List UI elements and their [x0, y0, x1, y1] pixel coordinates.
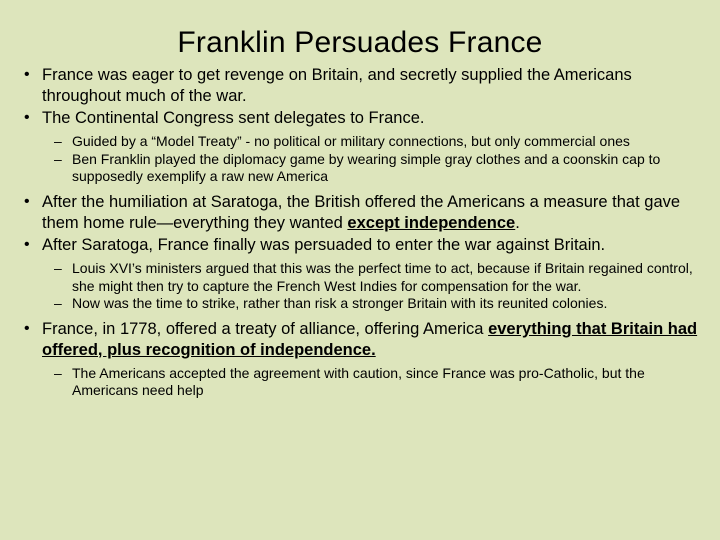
list-item-text-part: . [515, 213, 520, 232]
list-item-text-emphasis: everything that Britain had offered, plus recognition of independence. [42, 319, 698, 359]
bullet-list-level1 [14, 65, 702, 400]
list-item-text: Ben Franklin played the diplomacy game by wearing simple gray clothes and a coonskin cap to supposedly exemplify a raw new America [72, 150, 661, 185]
list-item-text: Guided by a “Model Treaty” - no political or military connections, but only commercial ones [72, 133, 630, 150]
list-item-text: The Americans accepted the agreement with caution, since France was pro-Catholic, but the Americans need help [72, 364, 645, 399]
list-item [42, 260, 702, 295]
list-item-text: Louis XVI’s ministers argued that this was the perfect time to act, because if Britain regained control, she might then try to capture the French West Indies for compensation for the war. [72, 260, 693, 294]
list-item-text: France was eager to get revenge on Britain, and secretly supplied the Americans throughout much of the war. [42, 66, 632, 106]
bullet-marker: – [54, 260, 62, 277]
slide-body [0, 65, 720, 400]
list-item [14, 319, 702, 400]
list-item-text: Now was the time to strike, rather than risk a stronger Britain with its reunited colonies. [72, 295, 608, 312]
bullet-marker: • [24, 192, 30, 210]
list-item [14, 192, 702, 234]
list-item [42, 365, 702, 400]
list-item [42, 133, 702, 151]
bullet-list-level2 [42, 133, 702, 186]
list-item-text-part: After the humiliation at Saratoga, the British offered the Americans a measure that gave them home rule—everything they wanted [42, 192, 681, 232]
bullet-marker: • [24, 109, 30, 127]
list-item-text: After Saratoga, France finally was persuaded to enter the war against Britain. [42, 236, 606, 255]
list-item-text-emphasis: except independence [347, 213, 516, 232]
bullet-marker: • [24, 236, 30, 254]
bullet-marker: – [54, 295, 62, 312]
list-item [42, 295, 702, 313]
bullet-marker: • [24, 319, 30, 337]
list-item [42, 151, 702, 186]
bullet-list-level2 [42, 365, 702, 400]
list-item-text: The Continental Congress sent delegates to France. [42, 109, 425, 128]
list-item [14, 108, 702, 186]
bullet-marker: – [54, 150, 62, 167]
page-title: Franklin Persuades France [177, 26, 543, 59]
bullet-marker: • [24, 66, 30, 83]
list-item-text-part: France, in 1778, offered a treaty of alliance, offering America [42, 319, 489, 338]
list-item [14, 235, 702, 313]
list-item [14, 65, 702, 107]
bullet-marker: – [54, 364, 62, 381]
bullet-marker: – [54, 133, 62, 150]
bullet-list-level2 [42, 260, 702, 313]
